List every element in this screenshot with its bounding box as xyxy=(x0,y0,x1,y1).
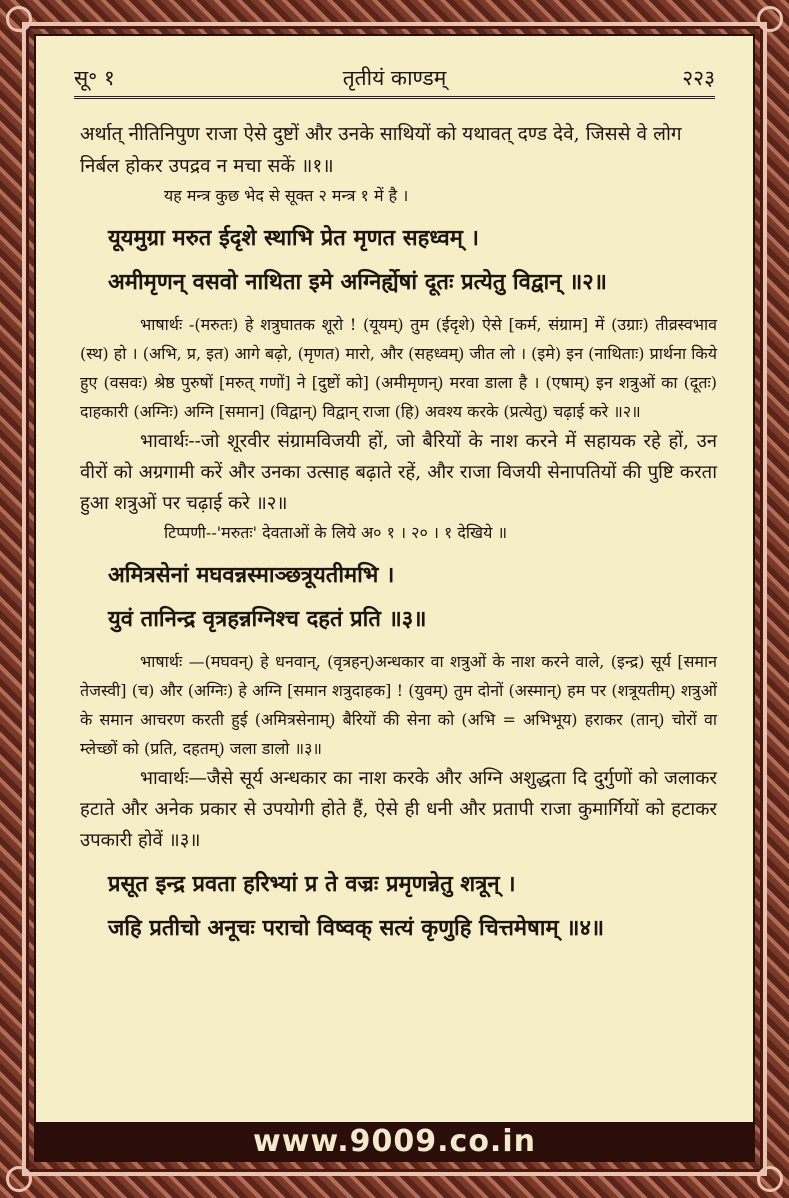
bhasha-2: भाषार्थः -(मरुतः) हे शत्रुघातक शूरो ! (यूयम्) तुम (ईदृशे) ऐसे [कर्म, संग्राम] में (उग्राः) तीव्रस्वभाव (स्थ) हो । (अभि, प्र, इत) आगे बढ़ो, (मृणत) मारो, और (सहध्वम्) जीत लो । (इमे) इन (नाथिताः) प्रार्थना किये हुए (वसवः) श्रेष्ठ पुरुषों [मरुत् गणों] ने [दुष्टों को] (अमीमृणन्) मरवा डाला है । (एषाम्) इन शत्रुओं का (दूतः) दाहकारी (अग्निः) अग्नि [समान] (विद्वान्) विद्वान् राजा (हि) अवश्य करके (प्रत्येतु) चढ़ाई करे ॥२॥ xyxy=(80,315,717,421)
tippani: टिप्पणी--'मरुतः' देवताओं के लिये अ० १ । २० । १ देखिये ॥ xyxy=(164,523,508,542)
paragraph-1: अर्थात् नीतिनिपुण राजा ऐसे दुष्टों और उनके साथियों को यथावत् दण्ड देवे, जिससे वे लोग निर्बल होकर उपद्रव न मचा सकें ॥१॥ xyxy=(80,123,682,177)
mantra-2-line-1: यूयमुग्रा मरुत ईदृशे स्थाभि प्रेत मृणत सहध्वम् । xyxy=(108,225,479,251)
mantra-3-line-1: अमित्रसेनां मघवन्नस्माञ्छत्रूयतीमभि । xyxy=(108,562,395,588)
page-content xyxy=(80,118,717,950)
corner-ornament-icon xyxy=(757,6,783,32)
page-number: २२३ xyxy=(682,66,715,90)
website-footer xyxy=(36,1122,753,1160)
mantra-note: यह मन्त्र कुछ भेद से सूक्त २ मन्त्र १ में है । xyxy=(164,186,409,205)
page-header xyxy=(74,60,715,99)
bhasha-3: भाषार्थः —(मघवन्) हे धनवान्, (वृत्रहन्)अन्धकार वा शत्रुओं के नाश करने वाले, (इन्द्र) सूर्य [समान तेजस्वी] (च) और (अग्निः) हे अग्नि [समान शत्रुदाहक] ! (युवम्) तुम दोनों (अस्मान्) हम पर (शत्रूयतीम्) शत्रुओं के समान आचरण करती हुई (अमित्रसेनाम्) बैरियों की सेना को (अभि = अभिभूय) हराकर (तान्) चोरों वा म्लेच्छों को (प्रति, दहतम्) जला डालो ॥३॥ xyxy=(80,652,717,758)
kanda-title: तृतीयं काण्डम् xyxy=(342,66,447,90)
website-url: www.9009.co.in xyxy=(253,1123,536,1159)
mantra-4-line-2: जहि प्रतीचो अनूचः पराचो विष्वक् सत्यं कृणुहि चित्तमेषाम् ॥४॥ xyxy=(108,915,605,941)
bhavartha-3: भावार्थः—जैसे सूर्य अन्धकार का नाश करके और अग्नि अशुद्धता दि दुर्गुणों को जलाकर हटाते और अनेक प्रकार से उपयोगी होते हैं, ऐसे ही धनी और प्रतापी राजा कुमार्गियों को हटाकर उपकारी होवें ॥३॥ xyxy=(80,768,717,851)
corner-ornament-icon xyxy=(6,1166,32,1192)
mantra-4-line-1: प्रसूत इन्द्र प्रवता हरिभ्यां प्र ते वज्रः प्रमृणन्नेतु शत्रून् । xyxy=(108,871,516,897)
mantra-2-line-2: अमीमृणन् वसवो नाथिता इमे अग्निर्ह्येषां दूतः प्रत्येतु विद्वान् ॥२॥ xyxy=(108,269,607,295)
sukta-number: सू॰ १ xyxy=(74,66,115,90)
bhavartha-2: भावार्थः--जो शूरवीर संग्रामविजयी हों, जो बैरियों के नाश करने में सहायक रहे हों, उन वीरों को अग्रगामी करें और उनका उत्साह बढ़ाते रहें, और राजा विजयी सेनापतियों की पुष्टि करता हुआ शत्रुओं पर चढ़ाई करे ॥२॥ xyxy=(80,431,717,514)
mantra-3-line-2: युवं तानिन्द्र वृत्रहन्नग्निश्च दहतं प्रति ॥३॥ xyxy=(108,606,427,632)
corner-ornament-icon xyxy=(757,1166,783,1192)
corner-ornament-icon xyxy=(6,6,32,32)
book-page xyxy=(36,36,753,1160)
